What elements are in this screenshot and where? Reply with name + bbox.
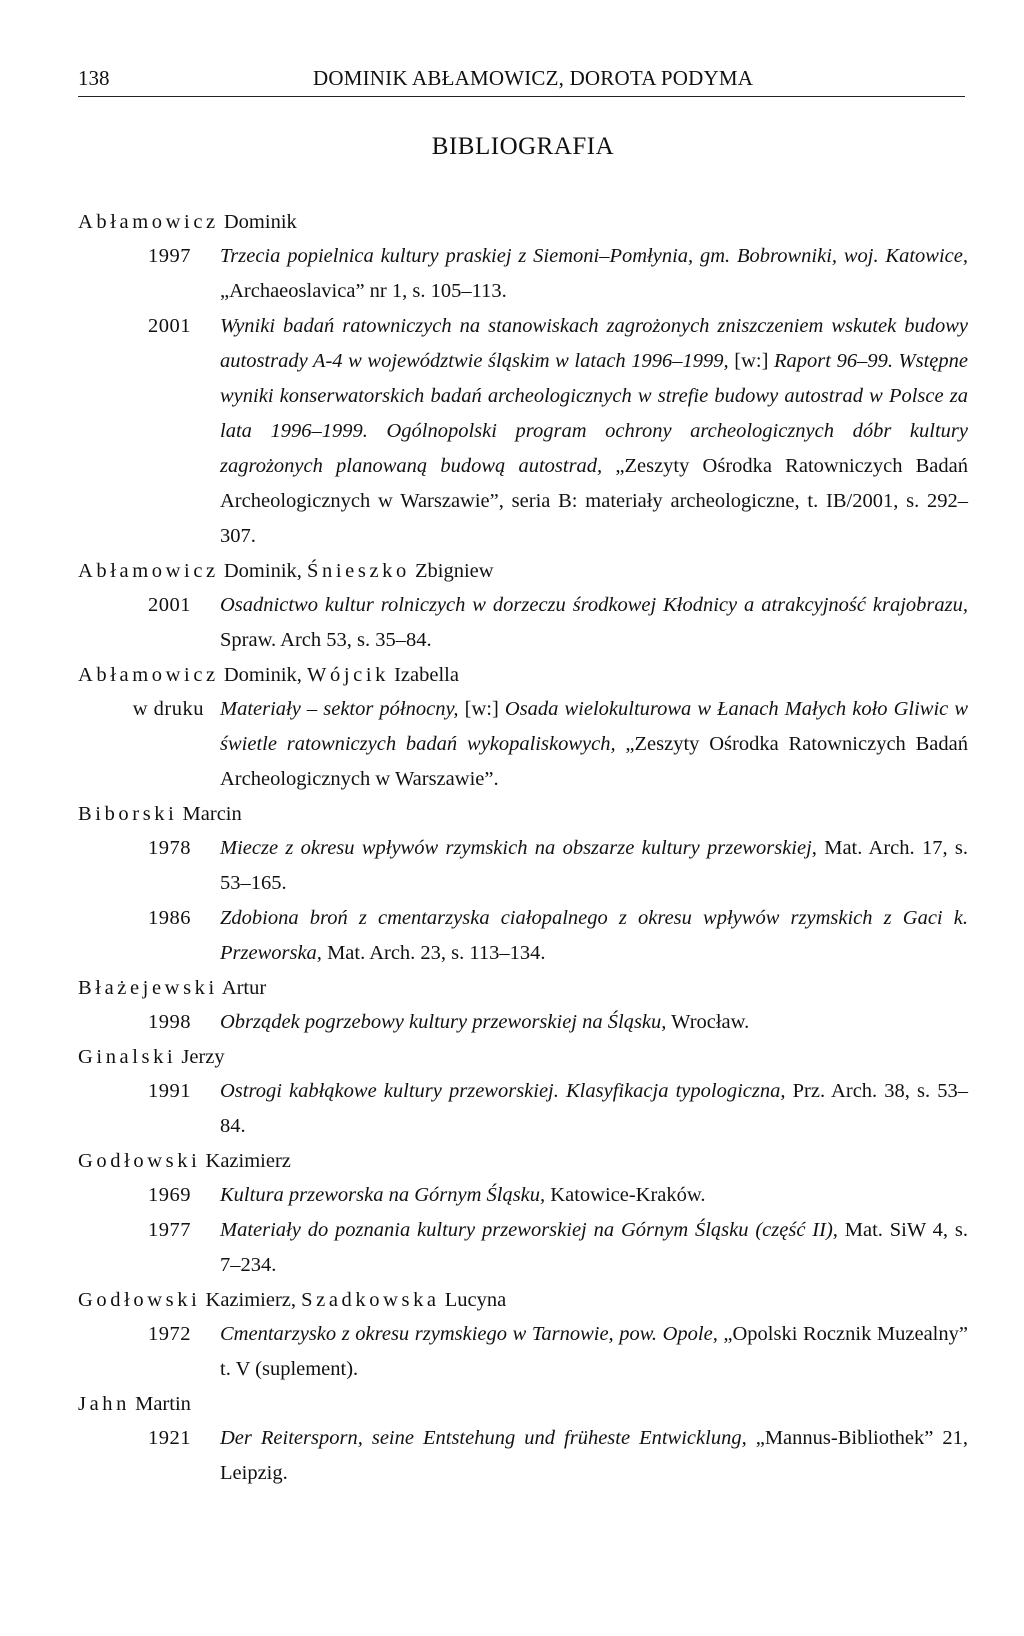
coauthor-given-name: Zbigniew <box>409 560 494 582</box>
author-given-name: Kazimierz, <box>200 1289 302 1311</box>
author-heading <box>78 554 968 588</box>
entry-title: Trzecia popielnica kultury praskiej z Siemoni–Pomłynia, gm. Bobrowniki, woj. Katowice, <box>220 245 968 267</box>
page-number: 138 <box>78 66 110 90</box>
author-surname: Godłowski <box>78 1150 201 1172</box>
author-heading <box>78 797 968 831</box>
bibliography-entry <box>78 1178 968 1213</box>
entry-text <box>220 1005 968 1040</box>
entry-year: 2001 <box>148 594 191 616</box>
entry-year: 1991 <box>148 1080 191 1102</box>
entry-publication: Katowice-Kraków. <box>545 1184 706 1206</box>
bibliography-entry <box>78 901 968 971</box>
section-title: BIBLIOGRAFIA <box>431 133 615 160</box>
entry-title: Wyniki badań ratowniczych na stanowiskach zagrożonych zniszczeniem wskutek budowy autostrady A-4 w województwie śląskim w latach 1996–1999, <box>220 315 968 372</box>
bibliography-entry <box>78 1074 968 1144</box>
entry-year: 1998 <box>148 1011 191 1033</box>
entry-publication: „Zeszyty Ośrodka Ratowniczych Badań Archeologicznych w Warszawie”, seria B: materiały archeologiczne, t. IB/2001, s. 292–307. <box>220 455 968 547</box>
entry-text <box>220 692 968 797</box>
entry-year: 1978 <box>148 837 191 859</box>
entry-publication: „Zeszyty Ośrodka Ratowniczych Badań Archeologicznych w Warszawie”. <box>220 733 969 790</box>
author-surname: Ginalski <box>78 1046 177 1068</box>
author-given-name: Dominik, <box>218 560 308 582</box>
author-given-name: Dominik <box>218 211 297 233</box>
entry-publication: Wrocław. <box>666 1011 750 1033</box>
coauthor-given-name: Lucyna <box>439 1289 507 1311</box>
entry-text <box>220 831 968 901</box>
author-given-name: Dominik, <box>218 664 308 686</box>
entry-title: Osadnictwo kultur rolniczych w dorzeczu środkowej Kłodnicy a atrakcyjność krajobrazu, <box>220 594 968 616</box>
entry-publication: „Opolski Rocznik Muzealny” t. V (suplement). <box>220 1323 968 1380</box>
entry-in-marker: [w:] <box>458 698 505 720</box>
entry-text <box>220 588 968 658</box>
entry-text <box>220 239 968 309</box>
entry-title: Miecze z okresu wpływów rzymskich na obszarze kultury przeworskiej, <box>220 837 817 859</box>
entry-text <box>220 1213 968 1283</box>
author-heading <box>78 1144 968 1178</box>
author-heading <box>78 1283 968 1317</box>
entry-host-title: Osada wielokulturowa w Łanach Małych koło Gliwic w świetle ratowniczych badań wykopaliskowych, <box>220 698 969 755</box>
author-surname: Biborski <box>78 803 178 825</box>
entry-title: Cmentarzysko z okresu rzymskiego w Tarnowie, pow. Opole, <box>220 1323 718 1345</box>
coauthor-surname: Śnieszko <box>307 560 410 582</box>
author-given-name: Artur <box>217 977 267 999</box>
entry-publication: Mat. Arch. 23, s. 113–134. <box>321 942 546 964</box>
entry-text <box>220 1074 968 1144</box>
author-surname: Błażejewski <box>78 977 218 999</box>
bibliography-entry <box>78 588 968 658</box>
author-heading <box>78 1040 968 1074</box>
entry-year: 1969 <box>148 1184 191 1206</box>
entry-publication: Mat. Arch. 17, s. 53–165. <box>220 837 968 894</box>
entry-publication: Mat. SiW 4, s. 7–234. <box>220 1219 968 1276</box>
entry-year: 1997 <box>148 245 191 267</box>
entry-title: Ostrogi kabłąkowe kultury przeworskiej. Klasyfikacja typologiczna, <box>220 1080 786 1102</box>
author-given-name: Marcin <box>177 803 242 825</box>
bibliography-entry <box>78 309 968 554</box>
author-given-name: Kazimierz <box>200 1150 291 1172</box>
bibliography-list <box>78 205 968 1491</box>
bibliography-entry <box>78 1421 968 1491</box>
entry-publication: Prz. Arch. 38, s. 53–84. <box>220 1080 969 1137</box>
bibliography-entry <box>78 692 968 797</box>
entry-host-title: Raport 96–99. Wstępne wyniki konserwatorskich badań archeologicznych w strefie budowy autostrad w Polsce za lata 1996–1999. Ogólnopolski program ochrony archeologicznych dóbr kultury zagrożonych planowaną budową autostrad, <box>220 350 969 477</box>
entry-year: 1972 <box>148 1323 191 1345</box>
entry-publication: „Mannus-Bibliothek” 21, Leipzig. <box>220 1427 969 1484</box>
coauthor-surname: Wójcik <box>307 664 389 686</box>
author-heading <box>78 971 968 1005</box>
bibliography-entry <box>78 831 968 901</box>
author-surname: Abłamowicz <box>78 211 219 233</box>
author-surname: Jahn <box>78 1393 130 1415</box>
entry-year: w druku <box>132 698 204 720</box>
bibliography-entry <box>78 1005 968 1040</box>
entry-year: 1977 <box>148 1219 191 1241</box>
bibliography-entry <box>78 239 968 309</box>
author-given-name: Martin <box>129 1393 191 1415</box>
entry-publication: Spraw. Arch 53, s. 35–84. <box>220 629 432 651</box>
entry-year: 1921 <box>148 1427 191 1449</box>
author-heading <box>78 1387 968 1421</box>
coauthor-given-name: Izabella <box>388 664 459 686</box>
entry-text <box>220 1178 968 1213</box>
entry-title: Der Reitersporn, seine Entstehung und früheste Entwicklung, <box>220 1427 747 1449</box>
entry-text <box>220 901 968 971</box>
author-heading <box>78 205 968 239</box>
author-heading <box>78 658 968 692</box>
running-header <box>78 64 965 97</box>
entry-in-marker: [w:] <box>728 350 775 372</box>
entry-year: 1986 <box>148 907 191 929</box>
bibliography-entry <box>78 1213 968 1283</box>
entry-title: Zdobiona broń z cmentarzyska ciałopalnego z okresu wpływów rzymskich z Gaci k. Przeworska, <box>220 907 968 964</box>
entry-title: Kultura przeworska na Górnym Śląsku, <box>220 1184 546 1206</box>
entry-title: Materiały – sektor północny, <box>220 698 459 720</box>
entry-year: 2001 <box>148 315 191 337</box>
entry-publication: „Archaeoslavica” nr 1, s. 105–113. <box>220 280 507 302</box>
bibliography-entry <box>78 1317 968 1387</box>
running-head-authors: DOMINIK ABŁAMOWICZ, DOROTA PODYMA <box>313 66 754 90</box>
entry-text <box>220 1421 968 1491</box>
author-surname: Godłowski <box>78 1289 201 1311</box>
author-surname: Abłamowicz <box>78 560 219 582</box>
coauthor-surname: Szadkowska <box>301 1289 440 1311</box>
author-surname: Abłamowicz <box>78 664 219 686</box>
entry-text <box>220 1317 968 1387</box>
author-given-name: Jerzy <box>176 1046 225 1068</box>
entry-title: Obrządek pogrzebowy kultury przeworskiej na Śląsku, <box>220 1011 667 1033</box>
entry-title: Materiały do poznania kultury przeworskiej na Górnym Śląsku (część II), <box>220 1219 838 1241</box>
entry-text <box>220 309 968 554</box>
